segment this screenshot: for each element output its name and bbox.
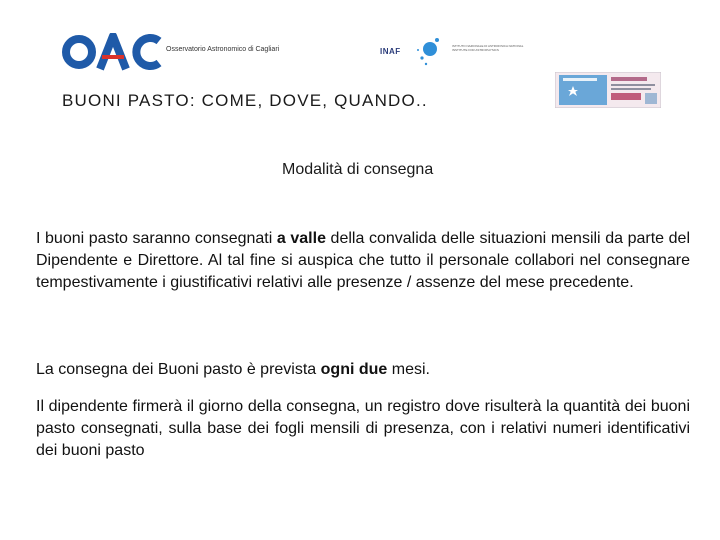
oac-letters-graphic xyxy=(62,33,166,71)
paragraph2-text-start: La consegna dei Buoni pasto è prevista xyxy=(36,361,321,378)
inaf-logo xyxy=(376,34,536,68)
paragraph1-text-end: della convalida delle situazioni mensili da parte del Dipendente e Direttore. Al tal fine si auspica che tutto il personale collabori nel consegnare tempestivamente i giustificativi relativi alle presenze / assenze del mese precedente. xyxy=(36,230,690,291)
paragraph1-emphasis: a valle xyxy=(276,230,326,247)
paragraph1-text-start: I buoni pasto saranno consegnati xyxy=(36,230,277,247)
paragraph-signature-register: Il dipendente firmerà il giorno della consegna, un registro dove risulterà la quantità dei buoni pasto consegnati, sulla base dei fogli mensili di presenza, con i relativi numeri identificativi dei buoni pasto xyxy=(36,398,690,459)
page-title: BUONI PASTO: COME, DOVE, QUANDO.. xyxy=(62,91,428,110)
oac-logo xyxy=(62,33,322,71)
paragraph-delivery-frequency xyxy=(36,359,690,381)
meal-voucher-image xyxy=(555,72,661,108)
paragraph2-emphasis: ogni due xyxy=(320,361,388,378)
section-subtitle: Modalità di consegna xyxy=(282,161,434,178)
inaf-star-icon xyxy=(412,36,448,68)
inaf-institute-text: ISTITUTO NAZIONALE DI ASTROFISICA NATIONAL INSTITUTE FOR ASTROPHYSICS xyxy=(452,44,524,52)
oac-caption: Osservatorio Astronomico di Cagliari xyxy=(166,46,280,53)
inaf-wordmark: INAF xyxy=(380,47,401,56)
paragraph2-text-end: mesi. xyxy=(387,361,430,378)
paragraph-delivery-timing xyxy=(36,228,690,294)
